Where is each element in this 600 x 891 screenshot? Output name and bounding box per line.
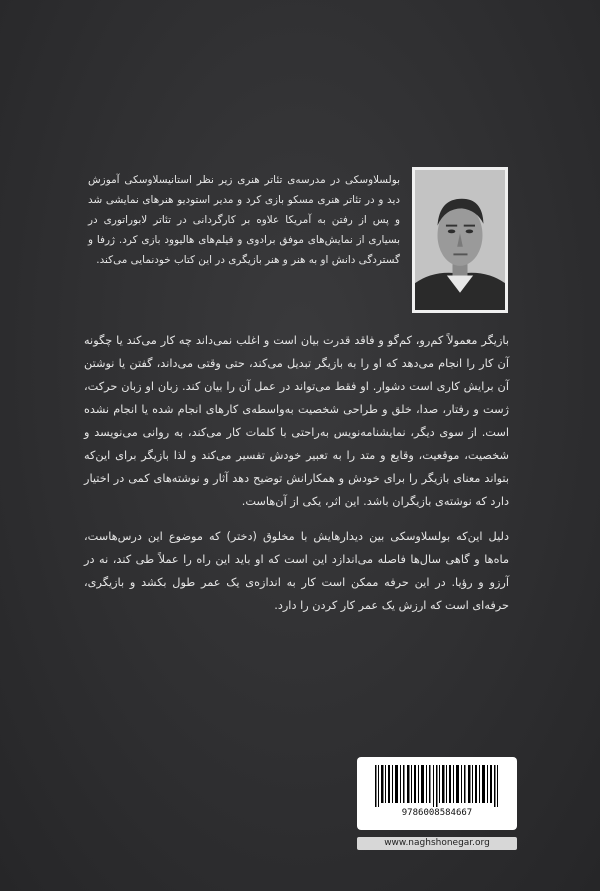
author-portrait-image bbox=[415, 170, 505, 310]
blurb-paragraph: دلیل این‌که بولسلاوسکی بین دیدارهایش با مخلوق (دختر) که موضوع این درس‌هاست، ماه‌ها و گاهی سال‌ها فاصله می‌اندازد این است که او باید این راه را عملاً طی کند، نه در آرزو و رؤیا. در این حرفه ممکن است کار به اندازه‌ی یک عمر طول بکشد و بازیگری، حرفه‌ای است که ارزش یک عمر کار کردن را دارد. bbox=[84, 530, 509, 612]
barcode bbox=[357, 757, 517, 830]
blurb-paragraph: بازیگر معمولاً کم‌رو، کم‌گو و فاقد قدرت بیان است و اغلب نمی‌داند چه کار می‌کند یا چگونه آن کار را انجام می‌دهد که او را به بازیگر تبدیل می‌کند، حتی وقتی می‌داند، گفتن یا نوشتن آن برایش کاری است دشوار. او فقط می‌تواند در عمل آن را بیان کند. زبان او زبان حرکت، ژست و رفتار، صدا، خلق و طراحی شخصیت به‌واسطه‌ی کارهای انجام شده یا انجام نشده است. از سوی دیگر، نمایشنامه‌نویس به‌راحتی با کلمات کار می‌کند، به روانی می‌نویسد و شخصیت، موقعیت، وقایع و متد را به تعبیر خودش تفسیر می‌کند و لذا بازیگر برای این‌که بتواند معنای بازیگر را برای خودش و همکارانش توضیح دهد آثار و نوشته‌های کمی در اختیار دارد که نوشته‌ی بازیگران باشد. این اثر، یکی از آن‌هاست. bbox=[84, 334, 509, 508]
blurb bbox=[84, 329, 509, 629]
author-photo bbox=[412, 167, 508, 313]
author-bio: بولسلاوسکی در مدرسه‌ی تئاتر هنری زیر نظر استانیسلاوسکی آموزش دید و در تئاتر هنری مسکو بازی کرد و مدیر استودیو هنرهای نمایشی شد و پس از رفتن به آمریکا علاوه بر کارگردانی در تئاتر لابوراتوری در بسیاری از نمایش‌های موفق برادوی و فیلم‌های هالیوود بازی کرد. ژرفا و گستردگی دانش او به هنر و هنر بازیگری در این کتاب خودنمایی می‌کند. bbox=[88, 174, 400, 266]
isbn-number: 9786008584667 bbox=[401, 808, 473, 818]
barcode-bars bbox=[375, 765, 499, 807]
publisher-website: www.naghshonegar.org bbox=[357, 837, 517, 850]
